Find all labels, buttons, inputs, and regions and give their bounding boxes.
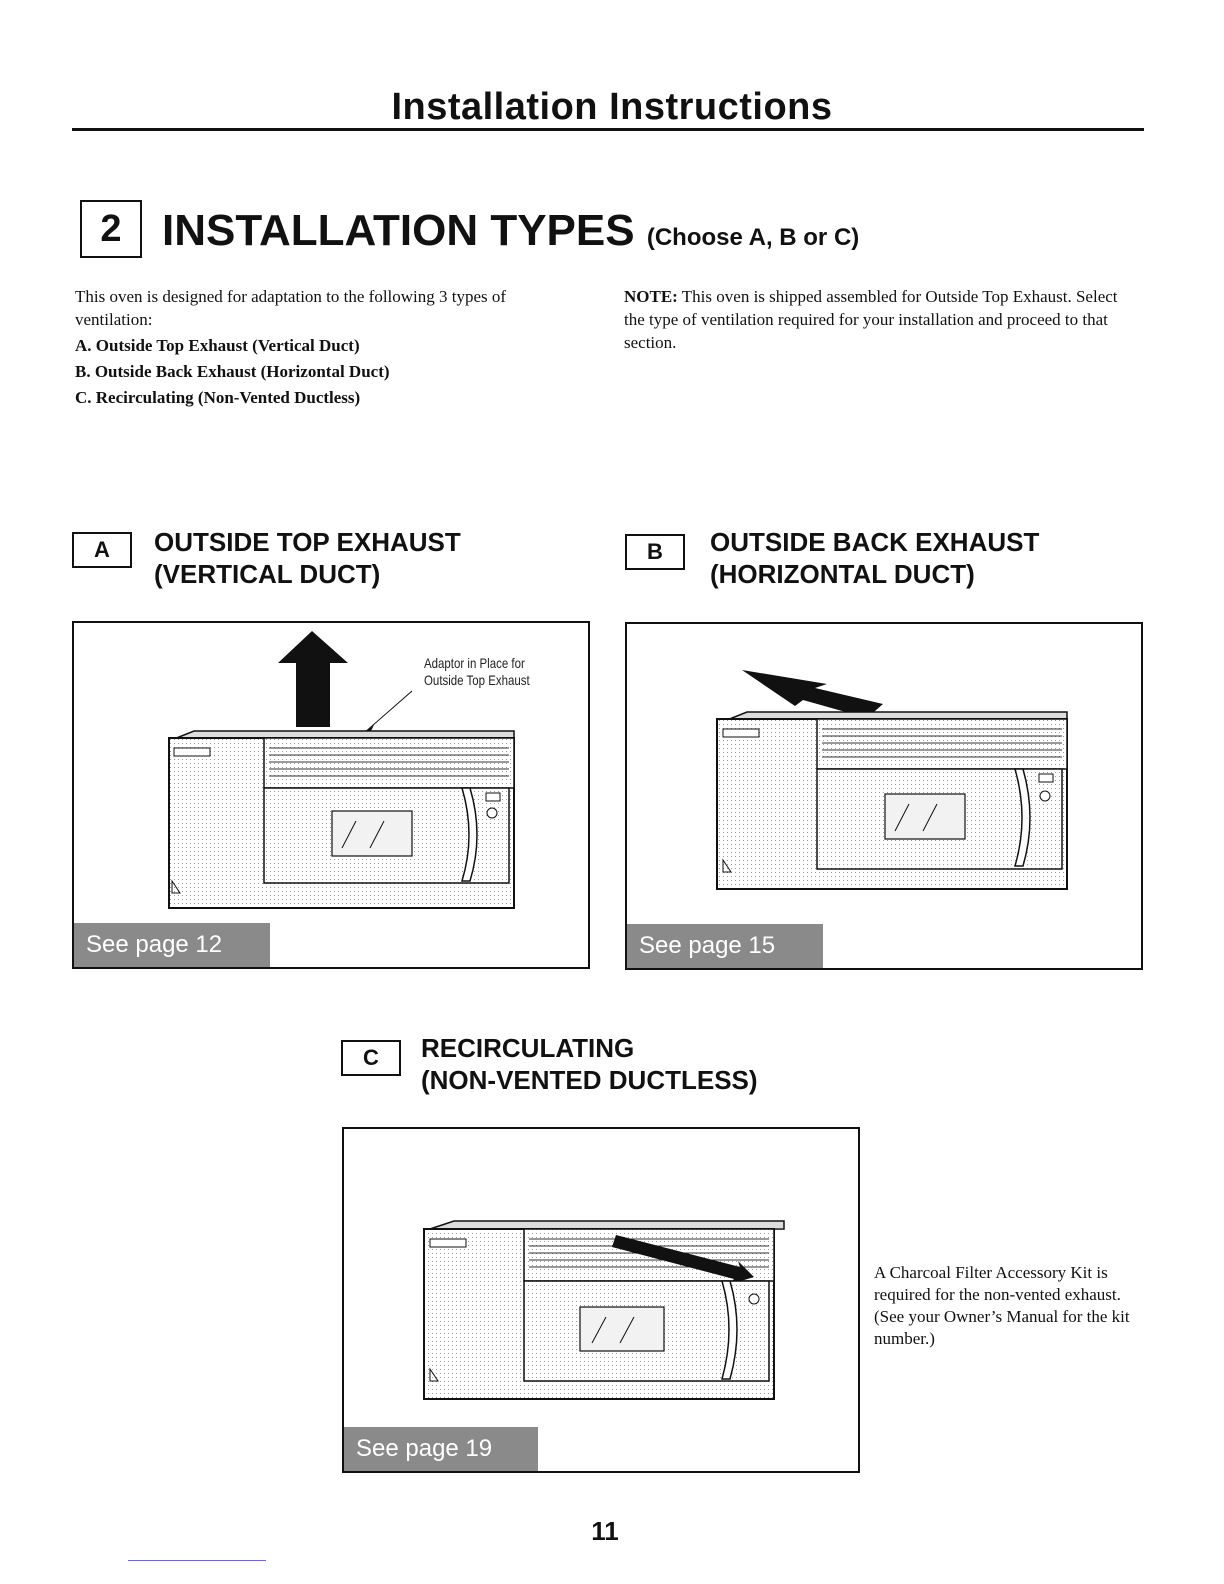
type-c-illustration-panel <box>342 1127 860 1473</box>
step-number-box: 2 <box>80 200 142 258</box>
intro-paragraph: This oven is designed for adaptation to the following 3 types of ventilation: <box>75 287 507 329</box>
type-a-title <box>154 526 461 590</box>
section-subtitle: (Choose A, B or C) <box>646 224 860 251</box>
intro-item-b: B. Outside Back Exhaust (Horizontal Duct) <box>75 362 390 381</box>
charcoal-filter-note: A Charcoal Filter Accessory Kit is required for the non-vented exhaust. (See your Owner’s Manual for the kit number.) <box>874 1263 1130 1348</box>
type-b-title-line2: (HORIZONTAL DUCT) <box>710 559 975 589</box>
page-number: 11 <box>591 1516 619 1546</box>
type-a-title-line2: (VERTICAL DUCT) <box>154 559 381 589</box>
intro-text <box>75 285 545 409</box>
up-exhaust-arrow-icon <box>278 631 348 727</box>
type-c-title <box>421 1032 758 1096</box>
note-label: NOTE: <box>624 287 678 306</box>
type-b-letter-box: B <box>625 534 685 570</box>
type-c-letter-box: C <box>341 1040 401 1076</box>
type-b-title <box>710 526 1039 590</box>
see-page-15-label: See page 15 <box>627 924 823 968</box>
type-a-letter-box: A <box>72 532 132 568</box>
section-heading <box>162 206 859 256</box>
type-b-illustration-panel <box>625 622 1143 970</box>
type-c-title-line2: (NON-VENTED DUCTLESS) <box>421 1065 758 1095</box>
microwave-back-exhaust-illustration <box>627 624 1141 968</box>
see-page-19-label: See page 19 <box>344 1427 538 1471</box>
intro-item-c: C. Recirculating (Non-Vented Ductless) <box>75 388 361 407</box>
footer-underline <box>128 1560 266 1561</box>
type-a-title-line1: OUTSIDE TOP EXHAUST <box>154 527 461 557</box>
adaptor-callout-line1: Adaptor in Place for <box>424 655 525 671</box>
title-rule <box>72 128 1144 131</box>
note-body: This oven is shipped assembled for Outside Top Exhaust. Select the type of ventilation required for your installation and proceed to that section. <box>624 287 1118 352</box>
back-exhaust-arrow-icon <box>742 670 883 718</box>
microwave-recirculating-illustration <box>344 1129 858 1471</box>
type-b-title-line1: OUTSIDE BACK EXHAUST <box>710 527 1040 557</box>
section-title: INSTALLATION TYPES <box>162 206 635 255</box>
adaptor-callout-line2: Outside Top Exhaust <box>424 672 530 688</box>
intro-item-a: A. Outside Top Exhaust (Vertical Duct) <box>75 336 360 355</box>
see-page-12-label: See page 12 <box>74 923 270 967</box>
type-c-title-line1: RECIRCULATING <box>421 1033 635 1063</box>
page-title: Installation Instructions <box>391 86 833 128</box>
note-text <box>624 285 1124 354</box>
type-a-illustration-panel <box>72 621 590 969</box>
adaptor-callout <box>424 655 530 689</box>
